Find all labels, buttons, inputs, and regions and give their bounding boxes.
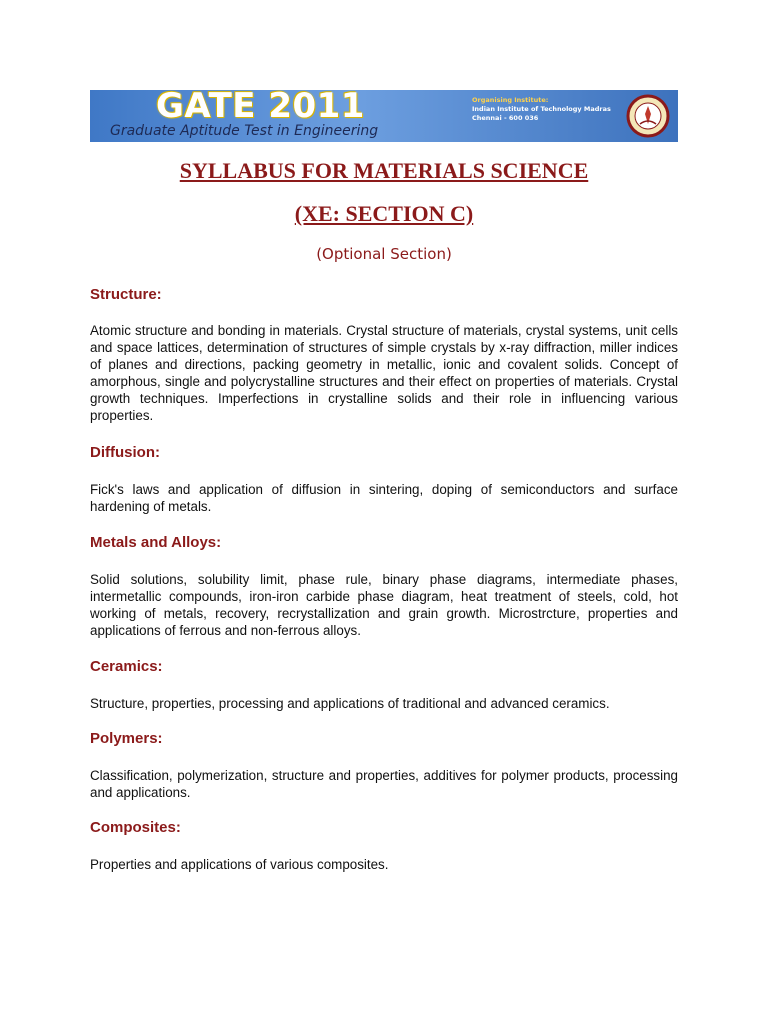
institute-emblem-icon [626,94,670,138]
body-ceramics: Structure, properties, processing and applications of traditional and advanced ceramics. [90,696,610,711]
institute-city: Chennai - 600 036 [472,114,539,122]
body-composites: Properties and applications of various composites. [90,857,389,872]
heading-ceramics: Ceramics: [90,658,163,675]
banner-subtitle: Graduate Aptitude Test in Engineering [110,123,379,139]
section-code: (XE: SECTION C) [294,201,474,226]
header-banner [90,90,678,142]
body-polymers: Classification, polymerization, structure and properties, additives for polymer products, processing and applications. [90,768,678,800]
heading-polymers: Polymers: [90,730,163,747]
body-metals-alloys: Solid solutions, solubility limit, phase rule, binary phase diagrams, intermediate phases, intermetallic compounds, iron-iron carbide phase diagram, heat treatment of steels, cold, hot working of metals, recovery, recrystallization and grain growth. Microstrcture, properties and applications of ferrous and non-ferrous alloys. [90,572,678,638]
heading-composites: Composites: [90,819,181,836]
heading-diffusion: Diffusion: [90,444,160,461]
body-structure: Atomic structure and bonding in materials. Crystal structure of materials, crystal systems, unit cells and space lattices, determination of structures of simple crystals by x-ray diffraction, miller indices of planes and directions, packing geometry in metallic, ionic and covalent solids. Concept of amorphous, single and polycrystalline structures and their effect on properties of materials. Crystal growth techniques. Imperfections in crystalline solids and their role in influencing various properties. [90,323,678,423]
organising-label: Organising Institute: [472,96,549,104]
body-diffusion: Fick's laws and application of diffusion in sintering, doping of semiconductors and surface hardening of metals. [90,482,678,514]
heading-structure: Structure: [90,286,162,303]
organising-institute [472,96,622,123]
heading-metals-alloys: Metals and Alloys: [90,534,222,551]
page-title: SYLLABUS FOR MATERIALS SCIENCE [179,158,589,183]
optional-note: (Optional Section) [316,245,452,263]
institute-name: Indian Institute of Technology Madras [472,105,611,113]
banner-title: GATE 2011 [156,90,365,126]
